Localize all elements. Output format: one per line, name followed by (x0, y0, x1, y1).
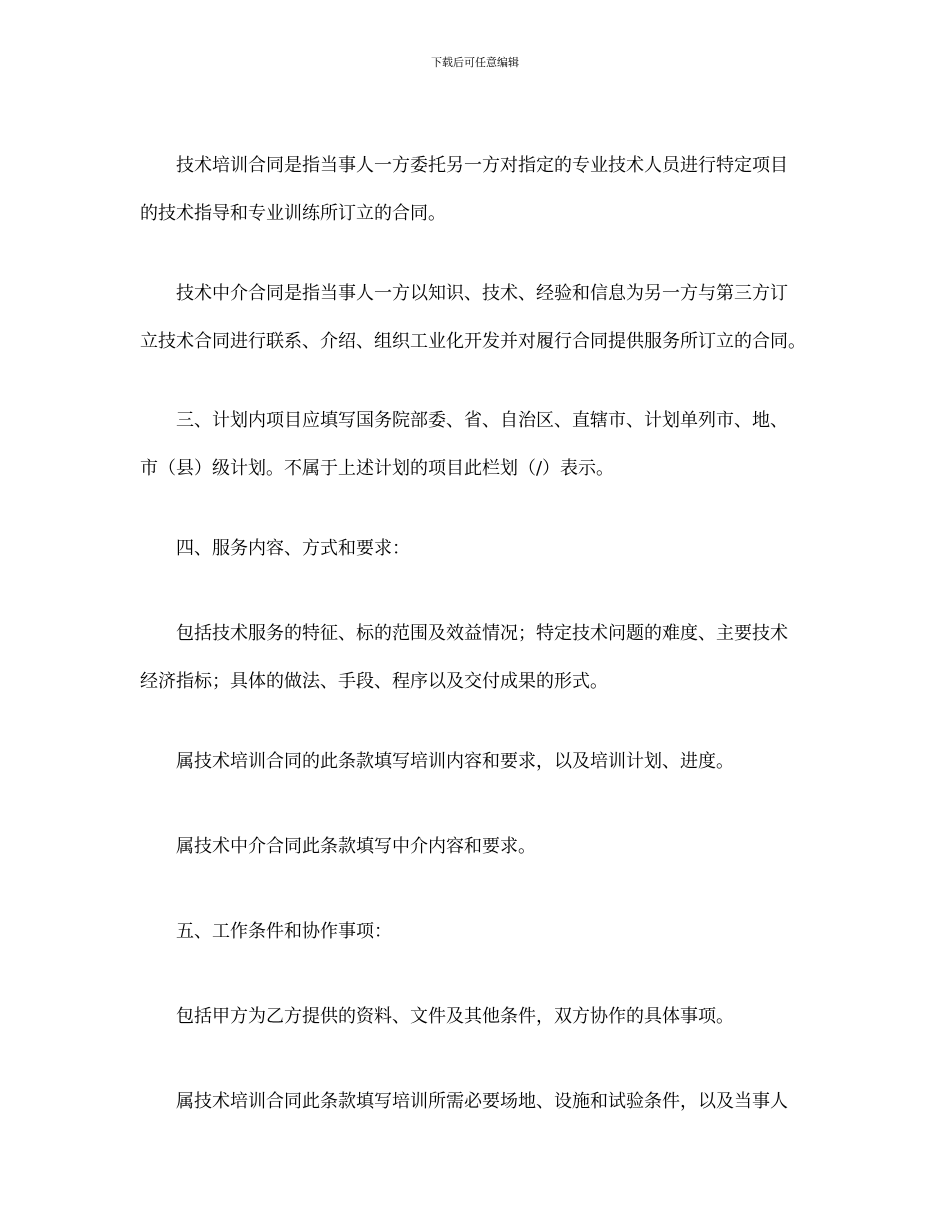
paragraph-technical-training-definition (140, 155, 820, 225)
paragraph-service-content (140, 623, 820, 693)
paragraph-line: 三、计划内项目应填写国务院部委、省、自治区、直辖市、计划单列市、地、 (176, 410, 788, 431)
section-heading-five (140, 921, 820, 943)
paragraph-intermediary-clause (140, 836, 820, 858)
paragraph-line: 属技术培训合同此条款填写培训所需必要场地、设施和试验条件，以及当事人 (176, 1091, 788, 1112)
paragraph-line: 技术培训合同是指当事人一方委托另一方对指定的专业技术人员进行特定项目 (176, 155, 788, 176)
paragraph-line: 经济指标；具体的做法、手段、程序以及交付成果的形式。 (140, 671, 608, 692)
paragraph-line: 四、服务内容、方式和要求： (176, 538, 410, 559)
paragraph-line: 属技术中介合同此条款填写中介内容和要求。 (176, 836, 536, 857)
paragraph-line: 市（县）级计划。不属于上述计划的项目此栏划（/）表示。 (140, 458, 615, 479)
paragraph-line: 立技术合同进行联系、介绍、组织工业化开发并对履行合同提供服务所订立的合同。 (140, 331, 806, 352)
page-header: 下载后可任意编辑 (431, 56, 519, 69)
paragraph-line: 五、工作条件和协作事项： (176, 921, 392, 942)
paragraph-training-clause (140, 751, 820, 773)
paragraph-line: 包括技术服务的特征、标的范围及效益情况；特定技术问题的难度、主要技术 (176, 623, 788, 644)
paragraph-training-conditions (140, 1091, 820, 1113)
paragraph-technical-intermediary-definition (140, 283, 820, 353)
paragraph-line: 的技术指导和专业训练所订立的合同。 (140, 203, 446, 224)
paragraph-work-conditions (140, 1006, 820, 1028)
paragraph-line: 包括甲方为乙方提供的资料、文件及其他条件，双方协作的具体事项。 (176, 1006, 734, 1027)
paragraph-section-three (140, 410, 820, 480)
paragraph-line: 属技术培训合同的此条款填写培训内容和要求，以及培训计划、进度。 (176, 751, 734, 772)
section-heading-four (140, 538, 820, 560)
paragraph-line: 技术中介合同是指当事人一方以知识、技术、经验和信息为另一方与第三方订 (176, 283, 788, 304)
